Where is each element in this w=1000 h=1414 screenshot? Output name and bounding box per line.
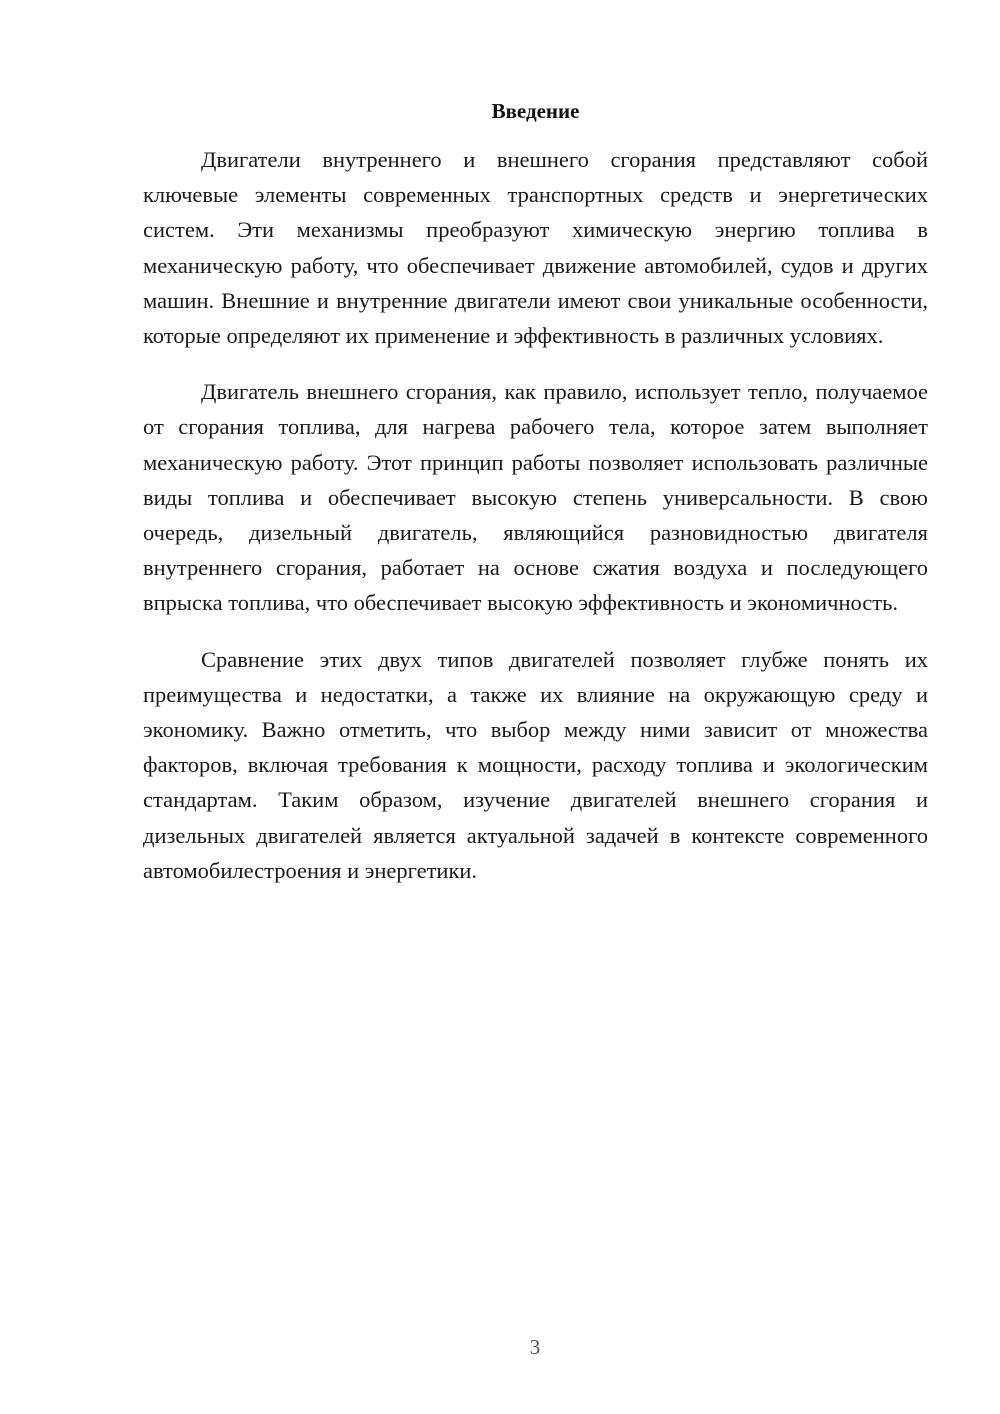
paragraph-2: Двигатель внешнего сгорания, как правило, использует тепло, получаемое от сгорания топлива, для нагрева рабочего тела, которое затем выполняет механическую работу. Этот принцип работы позволяет использовать различные виды топлива и обеспечивает высокую степень универсальности. В свою очередь, дизельный двигатель, являющийся разновидностью двигателя внутреннего сгорания, работает на основе сжатия воздуха и последующего впрыска топлива, что обеспечивает высокую эффективность и экономичность. xyxy=(143,379,928,616)
paragraph-3: Сравнение этих двух типов двигателей позволяет глубже понять их преимущества и недостатки, а также их влияние на окружающую среду и экономику. Важно отметить, что выбор между ними зависит от множества факторов, включая требования к мощности, расходу топлива и экологическим стандартам. Таким образом, изучение двигателей внешнего сгорания и дизельных двигателей является актуальной задачей в контексте современного автомобилестроения и энергетики. xyxy=(143,646,928,883)
page-title: Введение xyxy=(491,99,580,123)
body-text xyxy=(143,142,928,888)
page-number: 3 xyxy=(529,1335,541,1359)
paragraph-1: Двигатели внутреннего и внешнего сгорания представляют собой ключевые элементы современных транспортных средств и энергетических систем. Эти механизмы преобразуют химическую энергию топлива в механическую работу, что обеспечивает движение автомобилей, судов и других машин. Внешние и внутренние двигатели имеют свои уникальные особенности, которые определяют их применение и эффективность в различных условиях. xyxy=(143,147,928,349)
